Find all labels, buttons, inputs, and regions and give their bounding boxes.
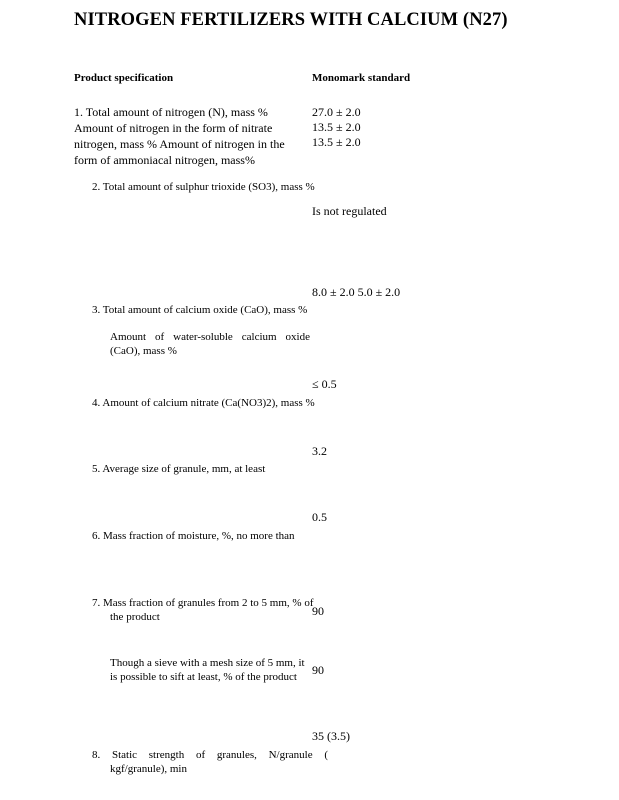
sieve-spec-text: Though a sieve with a mesh size of 5 mm, it is possible to sift at least, % of the product [110, 657, 305, 683]
page-title: NITROGEN FERTILIZERS WITH CALCIUM (N27) [74, 10, 508, 30]
granule-fraction-spec-text: 7. Mass fraction of granules from 2 to 5 mm, % of the product [92, 597, 314, 623]
nitrogen-total-value: 27.0 ± 2.0 [312, 105, 361, 119]
granule-fraction-value: 90 [312, 604, 324, 618]
calcium-oxide-spec-text: 3. Total amount of calcium oxide (CaO), mass % [92, 304, 308, 316]
sulphur-value: Is not regulated [312, 204, 387, 218]
standard-column-header: Monomark standard [312, 72, 411, 84]
sulphur-spec-text: 2. Total amount of sulphur trioxide (SO3), mass % [92, 181, 315, 193]
nitrogen-ammoniacal-value: 13.5 ± 2.0 [312, 135, 361, 149]
granule-size-spec-text: 5. Average size of granule, mm, at least [92, 463, 266, 475]
water-soluble-calcium-text: Amount of water-soluble calcium oxide (CaO), mass % [110, 331, 310, 357]
moisture-spec-text: 6. Mass fraction of moisture, %, no more than [92, 530, 295, 542]
sieve-value: 90 [312, 663, 324, 677]
nitrogen-nitrate-value: 13.5 ± 2.0 [312, 120, 361, 134]
static-strength-spec-text: 8. Static strength of granules, N/granule ( kgf/granule), min [92, 749, 328, 775]
calcium-oxide-values: 8.0 ± 2.0 5.0 ± 2.0 [312, 285, 401, 299]
calcium-nitrate-spec-text: 4. Amount of calcium nitrate (Ca(NO3)2), mass % [92, 397, 315, 409]
granule-size-value: 3.2 [312, 444, 327, 458]
calcium-nitrate-value: ≤ 0.5 [312, 377, 337, 391]
spec-column-header: Product specification [74, 72, 174, 84]
moisture-value: 0.5 [312, 510, 327, 524]
nitrogen-spec-text: 1. Total amount of nitrogen (N), mass % Amount of nitrogen in the form of nitrate nitrogen, mass % Amount of nitrogen in the form of ammoniacal nitrogen, mass% [74, 105, 285, 167]
static-strength-value: 35 (3.5) [312, 729, 350, 743]
